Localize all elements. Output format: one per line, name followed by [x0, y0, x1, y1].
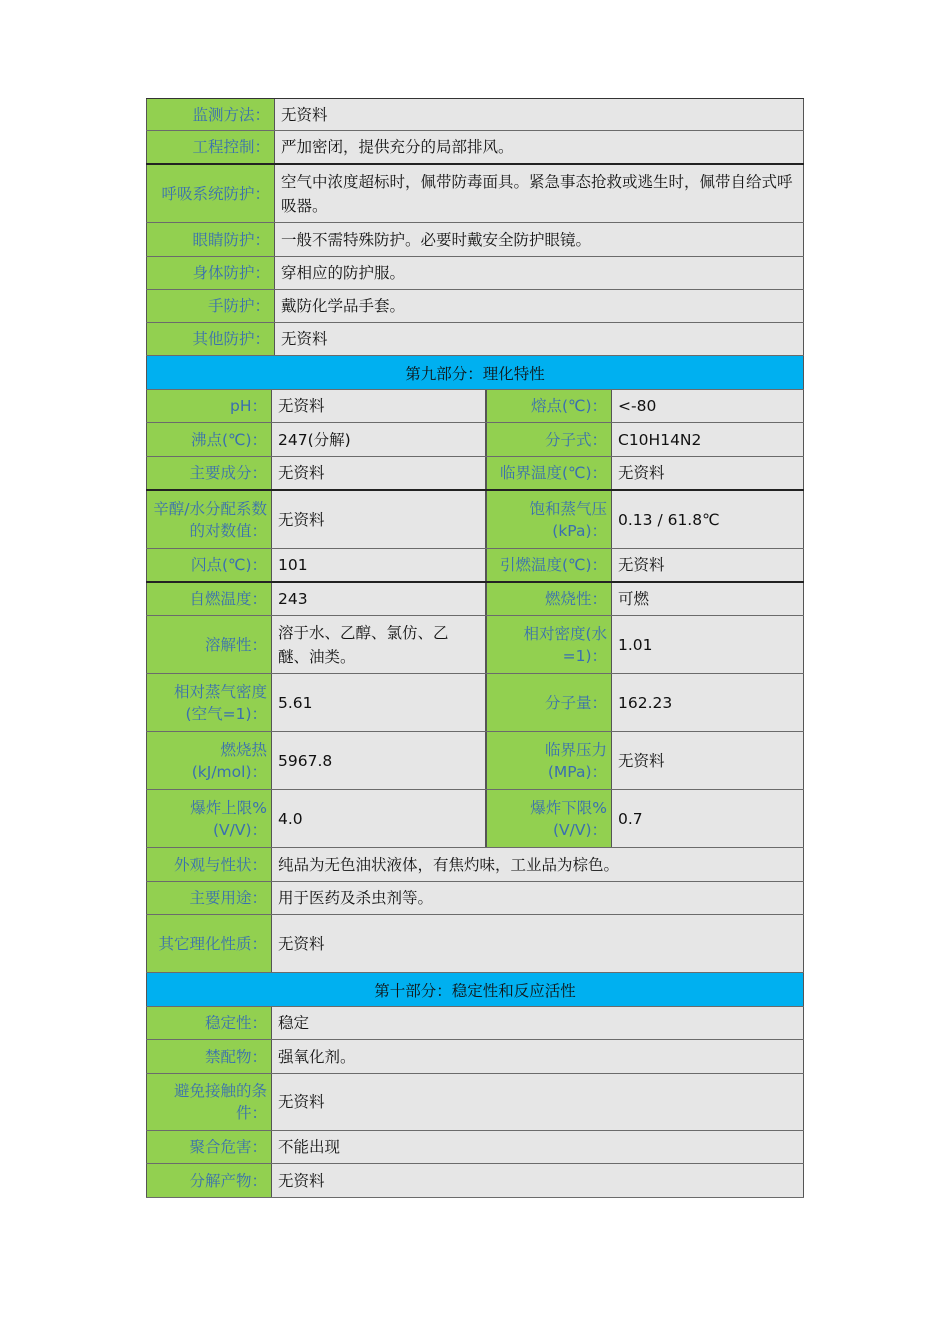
table-row: [146, 1040, 804, 1074]
field-label: 燃烧热(kJ/mol)：: [146, 732, 272, 789]
field-value: 247(分解): [272, 423, 486, 456]
sds-sheet: [146, 98, 804, 1198]
field-label: pH：: [146, 390, 272, 422]
field-label: 沸点(℃)：: [146, 423, 272, 456]
field-label: 主要成分：: [146, 457, 272, 489]
field-label: 身体防护：: [146, 257, 275, 289]
table-row: [146, 790, 804, 848]
section-title: 第十部分：稳定性和反应活性: [146, 973, 804, 1006]
field-label: 外观与性状：: [146, 848, 272, 881]
field-value: 可燃: [612, 583, 804, 615]
field-label: 相对密度(水=1)：: [486, 616, 612, 673]
table-row: [146, 390, 804, 423]
field-label: 辛醇/水分配系数的对数值：: [146, 491, 272, 548]
field-label: 手防护：: [146, 290, 275, 322]
field-label: 主要用途：: [146, 882, 272, 914]
field-label: 自燃温度：: [146, 583, 272, 615]
field-label: 呼吸系统防护：: [146, 165, 275, 222]
field-label: 熔点(℃)：: [486, 390, 612, 422]
field-label: 眼睛防护：: [146, 223, 275, 256]
field-label: 聚合危害：: [146, 1131, 272, 1163]
field-label: 监测方法：: [146, 99, 275, 130]
field-label: 临界温度(℃)：: [486, 457, 612, 489]
table-row: [146, 1164, 804, 1198]
field-label: 相对蒸气密度(空气=1)：: [146, 674, 272, 731]
field-value: 无资料: [612, 732, 804, 789]
field-label: 爆炸下限%(V/V)：: [486, 790, 612, 847]
field-label: 其它理化性质：: [146, 915, 272, 972]
field-value: 纯品为无色油状液体，有焦灼味，工业品为棕色。: [272, 848, 804, 881]
table-row: [146, 616, 804, 674]
field-label: 分子量：: [486, 674, 612, 731]
field-value: 用于医药及杀虫剂等。: [272, 882, 804, 914]
field-value: <-80: [612, 390, 804, 422]
table-row: [146, 165, 804, 223]
table-row: [146, 583, 804, 616]
field-label: 避免接触的条件：: [146, 1074, 272, 1130]
field-label: 稳定性：: [146, 1007, 272, 1039]
field-label: 禁配物：: [146, 1040, 272, 1073]
field-value: 5.61: [272, 674, 486, 731]
field-value: 无资料: [272, 491, 486, 548]
table-row: [146, 457, 804, 491]
field-value: 溶于水、乙醇、氯仿、乙醚、油类。: [272, 616, 486, 673]
field-value: C10H14N2: [612, 423, 804, 456]
field-label: 燃烧性：: [486, 583, 612, 615]
table-row: [146, 882, 804, 915]
field-value: 无资料: [612, 549, 804, 581]
field-value: 0.7: [612, 790, 804, 847]
table-row: [146, 98, 804, 131]
table-row: [146, 223, 804, 257]
field-value: 严加密闭，提供充分的局部排风。: [275, 131, 804, 163]
field-value: 243: [272, 583, 486, 615]
field-value: 无资料: [272, 457, 486, 489]
field-label: 引燃温度(℃)：: [486, 549, 612, 581]
field-value: 稳定: [272, 1007, 804, 1039]
field-value: 无资料: [272, 390, 486, 422]
field-value: 0.13 / 61.8℃: [612, 491, 804, 548]
field-value: 101: [272, 549, 486, 581]
table-row: [146, 323, 804, 356]
field-value: 无资料: [275, 99, 804, 130]
field-label: 分子式：: [486, 423, 612, 456]
field-label: 分解产物：: [146, 1164, 272, 1197]
field-label: 闪点(℃)：: [146, 549, 272, 581]
field-value: 无资料: [275, 323, 804, 355]
table-row: [146, 1007, 804, 1040]
table-row: [146, 1131, 804, 1164]
field-label: 其他防护：: [146, 323, 275, 355]
table-row: [146, 732, 804, 790]
section-header: [146, 973, 804, 1007]
field-value: 无资料: [272, 915, 804, 972]
table-row: [146, 848, 804, 882]
table-row: [146, 290, 804, 323]
field-value: 强氧化剂。: [272, 1040, 804, 1073]
field-label: 饱和蒸气压(kPa)：: [486, 491, 612, 548]
table-row: [146, 549, 804, 583]
field-value: 无资料: [272, 1074, 804, 1130]
field-label: 临界压力(MPa)：: [486, 732, 612, 789]
field-value: 1.01: [612, 616, 804, 673]
field-value: 不能出现: [272, 1131, 804, 1163]
field-value: 戴防化学品手套。: [275, 290, 804, 322]
table-row: [146, 131, 804, 165]
table-row: [146, 1074, 804, 1131]
field-value: 5967.8: [272, 732, 486, 789]
table-row: [146, 491, 804, 549]
table-row: [146, 915, 804, 973]
section-title: 第九部分：理化特性: [146, 356, 804, 389]
field-value: 4.0: [272, 790, 486, 847]
table-row: [146, 257, 804, 290]
field-value: 空气中浓度超标时，佩带防毒面具。紧急事态抢救或逃生时，佩带自给式呼吸器。: [275, 165, 804, 222]
table-row: [146, 423, 804, 457]
table-row: [146, 674, 804, 732]
field-value: 穿相应的防护服。: [275, 257, 804, 289]
section-header: [146, 356, 804, 390]
field-label: 爆炸上限%(V/V)：: [146, 790, 272, 847]
field-value: 一般不需特殊防护。必要时戴安全防护眼镜。: [275, 223, 804, 256]
field-value: 无资料: [272, 1164, 804, 1197]
field-label: 溶解性：: [146, 616, 272, 673]
field-label: 工程控制：: [146, 131, 275, 163]
field-value: 无资料: [612, 457, 804, 489]
field-value: 162.23: [612, 674, 804, 731]
